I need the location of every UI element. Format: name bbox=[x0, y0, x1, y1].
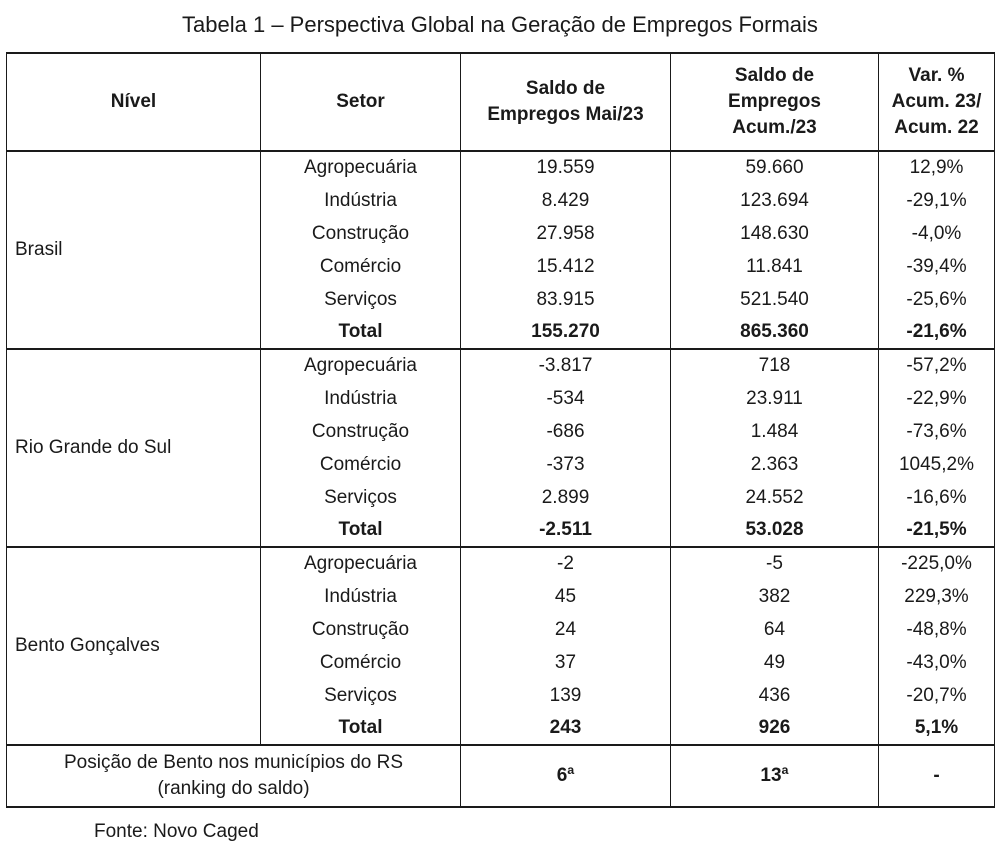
setor-cell: Construção bbox=[261, 613, 461, 646]
var-cell: -22,9% bbox=[879, 382, 995, 415]
nivel-cell: Bento Gonçalves bbox=[7, 547, 261, 745]
saldo-mai-cell: 8.429 bbox=[461, 184, 671, 217]
var-cell: -25,6% bbox=[879, 283, 995, 316]
saldo-mai-cell: 2.899 bbox=[461, 481, 671, 514]
saldo-acum-cell: 865.360 bbox=[671, 316, 879, 349]
header-saldo-mai: Saldo de Empregos Mai/23 bbox=[461, 53, 671, 151]
setor-cell: Indústria bbox=[261, 580, 461, 613]
header-saldo-acum: Saldo de Empregos Acum./23 bbox=[671, 53, 879, 151]
nivel-cell: Rio Grande do Sul bbox=[7, 349, 261, 547]
setor-cell: Comércio bbox=[261, 646, 461, 679]
ranking-saldo-acum: 13ª bbox=[671, 745, 879, 807]
var-cell: -29,1% bbox=[879, 184, 995, 217]
saldo-acum-cell: 23.911 bbox=[671, 382, 879, 415]
setor-cell: Total bbox=[261, 712, 461, 745]
saldo-mai-cell: 37 bbox=[461, 646, 671, 679]
saldo-mai-cell: -2 bbox=[461, 547, 671, 580]
header-setor: Setor bbox=[261, 53, 461, 151]
table-title: Tabela 1 – Perspectiva Global na Geração de Empregos Formais bbox=[182, 12, 818, 37]
header-var: Var. % Acum. 23/ Acum. 22 bbox=[879, 53, 995, 151]
var-cell: -20,7% bbox=[879, 679, 995, 712]
source-note: Fonte: Novo Caged bbox=[94, 821, 259, 842]
var-cell: 12,9% bbox=[879, 151, 995, 184]
var-cell: 229,3% bbox=[879, 580, 995, 613]
setor-cell: Comércio bbox=[261, 250, 461, 283]
saldo-mai-cell: 15.412 bbox=[461, 250, 671, 283]
saldo-mai-cell: 27.958 bbox=[461, 217, 671, 250]
saldo-acum-cell: 521.540 bbox=[671, 283, 879, 316]
setor-cell: Agropecuária bbox=[261, 547, 461, 580]
saldo-acum-cell: 2.363 bbox=[671, 448, 879, 481]
var-cell: -16,6% bbox=[879, 481, 995, 514]
ranking-label: Posição de Bento nos municípios do RS (ranking do saldo) bbox=[7, 745, 461, 807]
ranking-saldo-mai: 6ª bbox=[461, 745, 671, 807]
saldo-acum-cell: 53.028 bbox=[671, 514, 879, 547]
var-cell: 5,1% bbox=[879, 712, 995, 745]
setor-cell: Indústria bbox=[261, 382, 461, 415]
saldo-acum-cell: 382 bbox=[671, 580, 879, 613]
ranking-section bbox=[7, 745, 995, 807]
setor-cell: Total bbox=[261, 514, 461, 547]
setor-cell: Serviços bbox=[261, 481, 461, 514]
setor-cell: Serviços bbox=[261, 679, 461, 712]
group-bento-goncalves bbox=[7, 547, 995, 745]
header-nivel: Nível bbox=[7, 53, 261, 151]
setor-cell: Construção bbox=[261, 415, 461, 448]
saldo-acum-cell: 436 bbox=[671, 679, 879, 712]
var-cell: -21,5% bbox=[879, 514, 995, 547]
saldo-mai-cell: 24 bbox=[461, 613, 671, 646]
nivel-cell: Brasil bbox=[7, 151, 261, 349]
var-cell: -225,0% bbox=[879, 547, 995, 580]
var-cell: -4,0% bbox=[879, 217, 995, 250]
var-cell: -57,2% bbox=[879, 349, 995, 382]
setor-cell: Agropecuária bbox=[261, 151, 461, 184]
saldo-acum-cell: 64 bbox=[671, 613, 879, 646]
saldo-acum-cell: 926 bbox=[671, 712, 879, 745]
saldo-mai-cell: -534 bbox=[461, 382, 671, 415]
saldo-mai-cell: 243 bbox=[461, 712, 671, 745]
saldo-mai-cell: -3.817 bbox=[461, 349, 671, 382]
saldo-mai-cell: -2.511 bbox=[461, 514, 671, 547]
setor-cell: Serviços bbox=[261, 283, 461, 316]
employment-table bbox=[6, 52, 995, 808]
saldo-mai-cell: 139 bbox=[461, 679, 671, 712]
saldo-mai-cell: 45 bbox=[461, 580, 671, 613]
saldo-acum-cell: 59.660 bbox=[671, 151, 879, 184]
saldo-mai-cell: -686 bbox=[461, 415, 671, 448]
saldo-mai-cell: 155.270 bbox=[461, 316, 671, 349]
saldo-acum-cell: 718 bbox=[671, 349, 879, 382]
saldo-acum-cell: 1.484 bbox=[671, 415, 879, 448]
saldo-mai-cell: -373 bbox=[461, 448, 671, 481]
saldo-acum-cell: 49 bbox=[671, 646, 879, 679]
saldo-acum-cell: 148.630 bbox=[671, 217, 879, 250]
table-row bbox=[7, 349, 995, 382]
saldo-mai-cell: 19.559 bbox=[461, 151, 671, 184]
table-row bbox=[7, 151, 995, 184]
table-row bbox=[7, 547, 995, 580]
var-cell: -43,0% bbox=[879, 646, 995, 679]
group-rio-grande-do-sul bbox=[7, 349, 995, 547]
setor-cell: Construção bbox=[261, 217, 461, 250]
setor-cell: Indústria bbox=[261, 184, 461, 217]
ranking-row bbox=[7, 745, 995, 807]
setor-cell: Comércio bbox=[261, 448, 461, 481]
var-cell: -73,6% bbox=[879, 415, 995, 448]
setor-cell: Agropecuária bbox=[261, 349, 461, 382]
setor-cell: Total bbox=[261, 316, 461, 349]
saldo-acum-cell: 11.841 bbox=[671, 250, 879, 283]
saldo-acum-cell: 123.694 bbox=[671, 184, 879, 217]
saldo-acum-cell: 24.552 bbox=[671, 481, 879, 514]
var-cell: -21,6% bbox=[879, 316, 995, 349]
var-cell: -48,8% bbox=[879, 613, 995, 646]
group-brasil bbox=[7, 151, 995, 349]
var-cell: 1045,2% bbox=[879, 448, 995, 481]
saldo-mai-cell: 83.915 bbox=[461, 283, 671, 316]
ranking-var: - bbox=[879, 745, 995, 807]
header-row bbox=[7, 53, 995, 151]
var-cell: -39,4% bbox=[879, 250, 995, 283]
saldo-acum-cell: -5 bbox=[671, 547, 879, 580]
